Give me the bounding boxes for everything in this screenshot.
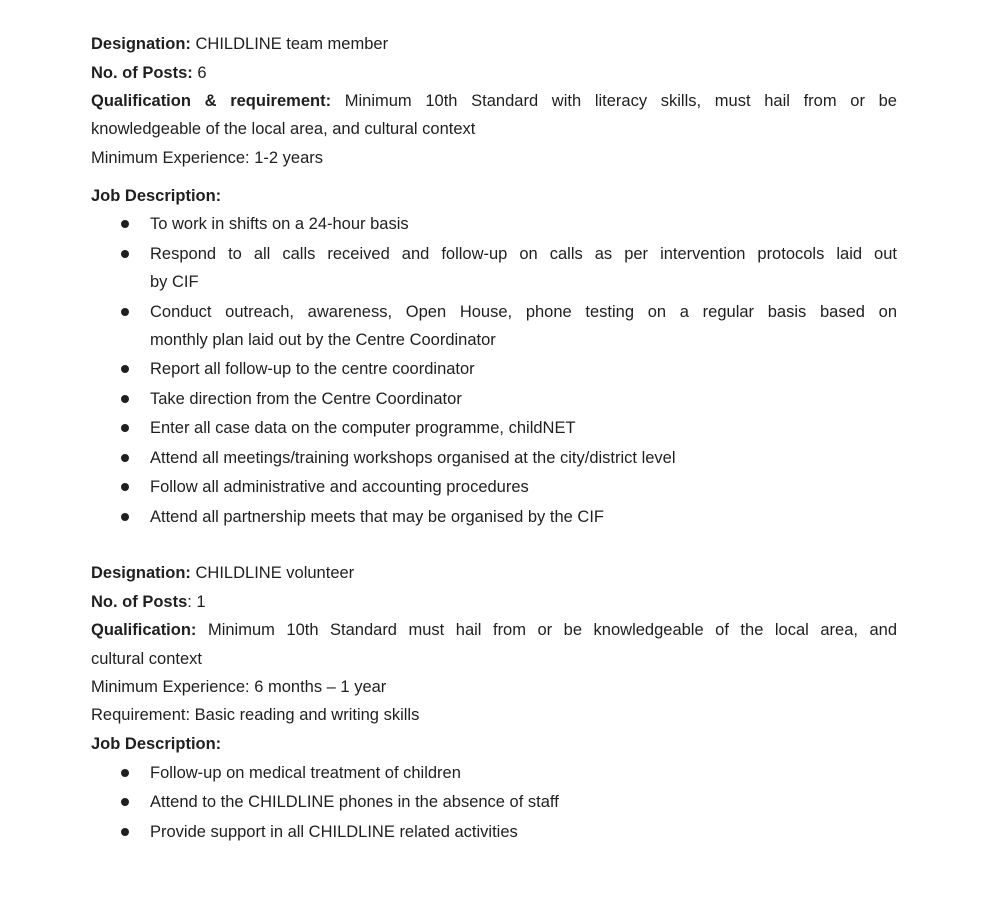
qualification-label: Qualification: [91, 621, 197, 639]
designation-line-1 [91, 34, 388, 54]
qualification-line-2 [91, 620, 897, 640]
designation-label: Designation: [91, 35, 191, 53]
posts-value: : 1 [187, 593, 206, 611]
posts-line-1 [91, 63, 207, 83]
bullet-icon [121, 513, 129, 521]
qualification-line-2b: cultural context [91, 650, 202, 668]
designation-value: CHILDLINE team member [195, 35, 389, 53]
bullet-icon [121, 798, 129, 806]
bullet-icon [121, 483, 129, 491]
list-item: Attend all partnership meets that may be organised by the CIF [150, 508, 604, 526]
bullet-icon [121, 424, 129, 432]
bullet-icon [121, 220, 129, 228]
list-item: Provide support in all CHILDLINE related activities [150, 823, 518, 841]
posts-label: No. of Posts [91, 593, 188, 611]
qualification-text: Minimum 10th Standard with literacy skills, must hail from or be [344, 92, 897, 110]
bullet-icon [121, 250, 129, 258]
bullet-icon [121, 395, 129, 403]
designation-value: CHILDLINE volunteer [195, 564, 355, 582]
experience-line-1: Minimum Experience: 1-2 years [91, 149, 323, 167]
job-description-heading-2: Job Description: [91, 735, 222, 753]
posts-value: 6 [197, 64, 207, 82]
bullet-icon [121, 454, 129, 462]
list-item: Follow all administrative and accounting procedures [150, 478, 529, 496]
list-item: Report all follow-up to the centre coordinator [150, 360, 475, 378]
list-item: Enter all case data on the computer programme, childNET [150, 419, 576, 437]
experience-line-2: Minimum Experience: 6 months – 1 year [91, 678, 387, 696]
bullet-icon [121, 308, 129, 316]
bullet-icon [121, 828, 129, 836]
list-item-continuation: monthly plan laid out by the Centre Coordinator [150, 331, 496, 349]
list-item-continuation: by CIF [150, 273, 199, 291]
list-item: Respond to all calls received and follow-up on calls as per intervention protocols laid out [150, 245, 897, 263]
designation-line-2 [91, 563, 354, 583]
list-item: Attend to the CHILDLINE phones in the absence of staff [150, 793, 559, 811]
list-item: Conduct outreach, awareness, Open House, phone testing on a regular basis based on [150, 303, 897, 321]
list-item: To work in shifts on a 24-hour basis [150, 215, 409, 233]
qualification-text: Minimum 10th Standard must hail from or be knowledgeable of the local area, and [207, 621, 897, 639]
list-item: Follow-up on medical treatment of children [150, 764, 461, 782]
job-description-heading-1: Job Description: [91, 187, 222, 205]
designation-label: Designation: [91, 564, 191, 582]
posts-label: No. of Posts: [91, 64, 193, 82]
qualification-line-1 [91, 91, 897, 111]
bullet-icon [121, 365, 129, 373]
requirement-line-2: Requirement: Basic reading and writing skills [91, 706, 420, 724]
posts-line-2 [91, 592, 206, 612]
qualification-line-1b: knowledgeable of the local area, and cultural context [91, 120, 476, 138]
list-item: Take direction from the Centre Coordinator [150, 390, 462, 408]
bullet-icon [121, 769, 129, 777]
qualification-label: Qualification & requirement: [91, 92, 332, 110]
list-item: Attend all meetings/training workshops organised at the city/district level [150, 449, 676, 467]
